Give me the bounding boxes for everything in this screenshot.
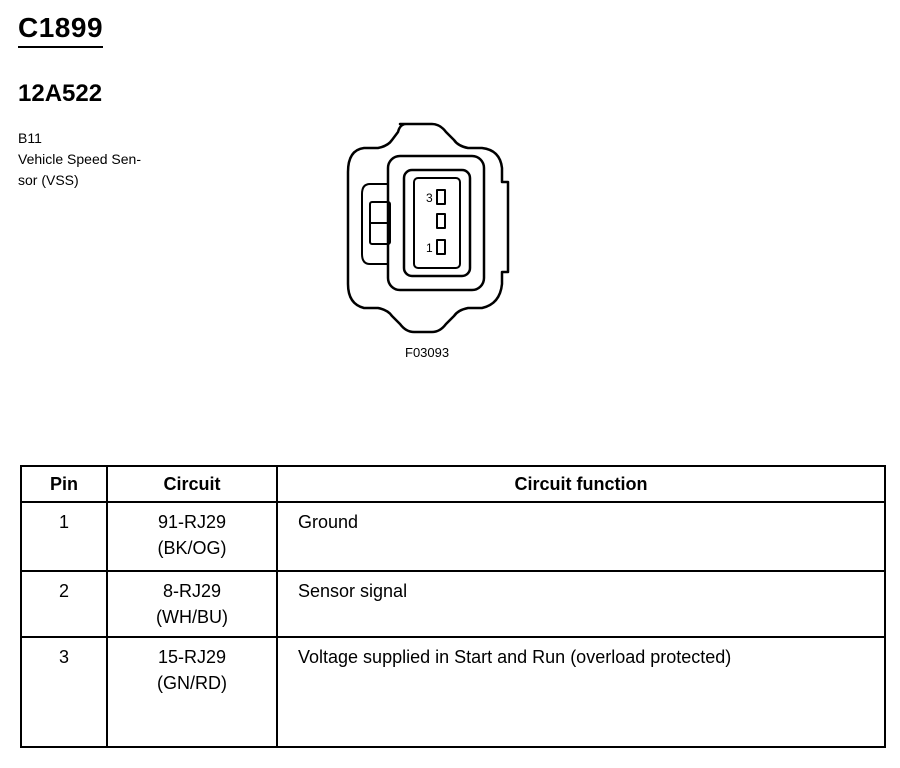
component-info: [18, 128, 141, 191]
connector-id: C1899: [18, 12, 103, 48]
header-circuit: Circuit: [107, 466, 277, 502]
part-number: 12A522: [18, 80, 103, 107]
pin-1-terminal: [437, 240, 445, 254]
wire-color: (WH/BU): [156, 607, 228, 627]
pin-label-1: 1: [426, 241, 433, 255]
table-row: [21, 502, 885, 571]
header-pin: Pin: [21, 466, 107, 502]
wire-color: (GN/RD): [157, 673, 227, 693]
header-function: Circuit function: [277, 466, 885, 502]
circuit-number: 91-RJ29: [157, 512, 227, 532]
pin-3-terminal: [437, 190, 445, 204]
circuit-number: 15-RJ29: [157, 647, 227, 667]
function-cell: Ground: [277, 502, 885, 571]
pin-cell: 3: [21, 637, 107, 747]
pin-table: [20, 465, 886, 748]
component-code: B11: [18, 130, 42, 146]
table-row: [21, 637, 885, 747]
function-cell: Voltage supplied in Start and Run (overload protected): [277, 637, 885, 747]
component-name-line1: Vehicle Speed Sen-: [18, 151, 141, 167]
pin-cell: 2: [21, 571, 107, 637]
component-name-line2: sor (VSS): [18, 172, 79, 188]
connector-face-diagram: [340, 112, 520, 337]
pin-2-terminal: [437, 214, 445, 228]
table-row: [21, 571, 885, 637]
circuit-cell: [107, 502, 277, 571]
circuit-number: 8-RJ29: [162, 581, 222, 601]
pin-cell: 1: [21, 502, 107, 571]
pin-label-3: 3: [426, 191, 433, 205]
circuit-cell: [107, 637, 277, 747]
circuit-cell: [107, 571, 277, 637]
wire-color: (BK/OG): [157, 538, 227, 558]
pin-table-header-row: [21, 466, 885, 502]
figure-code: F03093: [405, 345, 450, 360]
function-cell: Sensor signal: [277, 571, 885, 637]
